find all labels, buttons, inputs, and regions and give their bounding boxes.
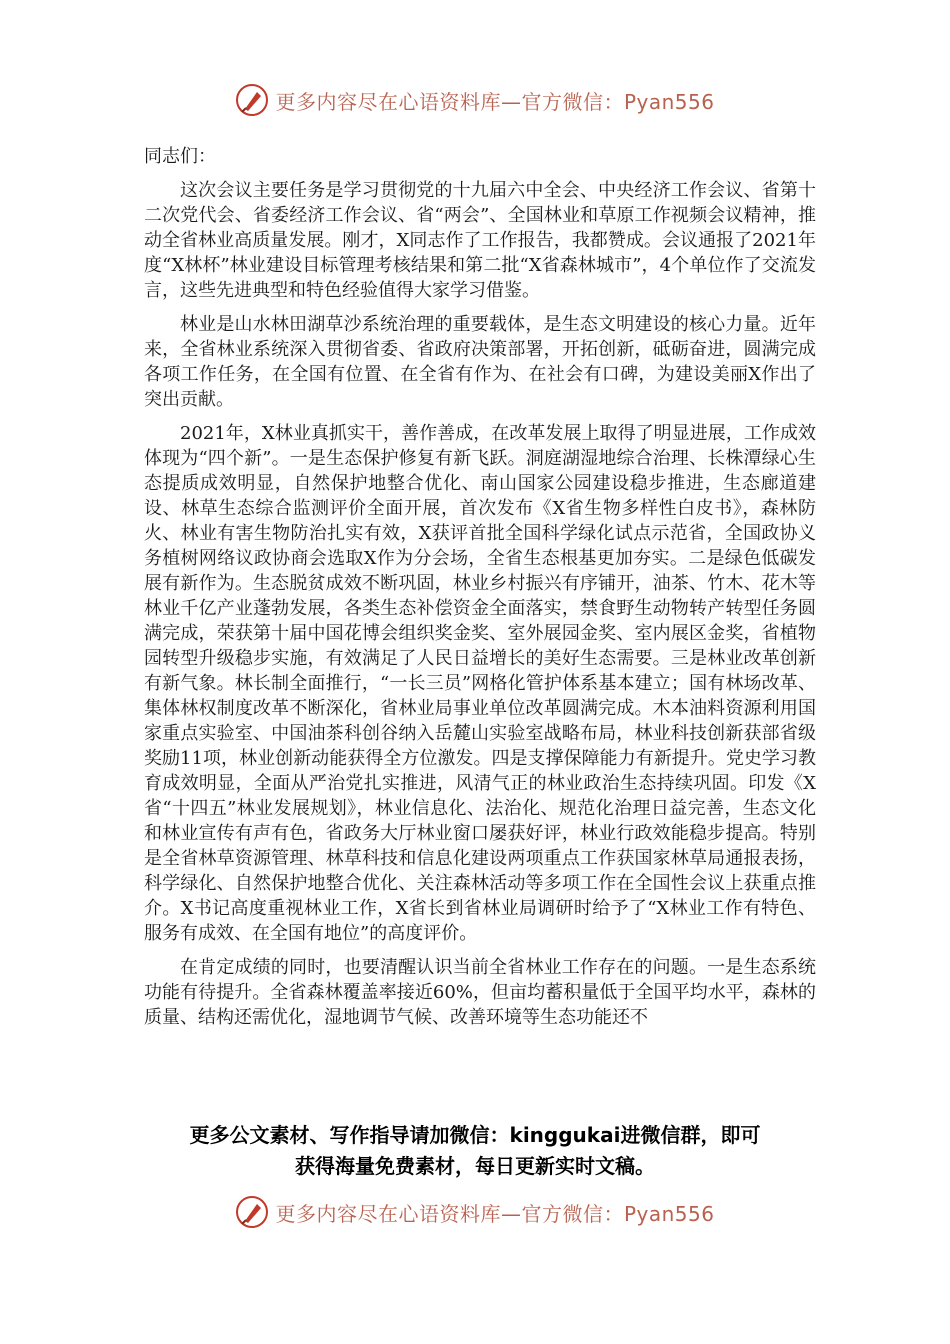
paragraph: 林业是山水林田湖草沙系统治理的重要载体，是生态文明建设的核心力量。近年来，全省林业系统深入贯彻省委、省政府决策部署，开拓创新，砥砺奋进，圆满完成各项工作任务，在全国有位置、在全省有作为、在社会有口碑，为建设美丽X作出了突出贡献。 <box>144 314 816 410</box>
banner-text: 更多内容尽在心语资料库—官方微信：Pyan556 <box>275 1201 715 1226</box>
promo-notice <box>100 1120 850 1182</box>
paragraph: 2021年，X林业真抓实干，善作善成，在改革发展上取得了明显进展，工作成效体现为“四个新”。一是生态保护修复有新飞跃。洞庭湖湿地综合治理、长株潭绿心生态提质成效明显，自然保护地整合优化、南山国家公园建设稳步推进，生态廊道建设、林草生态综合监测评价全面开展，首次发布《X省生物多样性白皮书》，森林防火、林业有害生物防治扎实有效，X获评首批全国科学绿化试点示范省，全国政协义务植树网络议政协商会选取X作为分会场，全省生态根基更加夯实。二是绿色低碳发展有新作为。生态脱贫成效不断巩固，林业乡村振兴有序铺开，油茶、竹木、花木等林业千亿产业蓬勃发展，各类生态补偿资金全面落实，禁食野生动物转产转型任务圆满完成，荣获第十届中国花博会组织奖金奖、室外展园金奖、室内展区金奖，省植物园转型升级稳步实施，有效满足了人民日益增长的美好生态需要。三是林业改革创新有新气象。林长制全面推行，“一长三员”网格化管护体系基本建立；国有林场改革、集体林权制度改革不断深化，省林业局事业单位改革圆满完成。木本油料资源利用国家重点实验室、中国油茶科创谷纳入岳麓山实验室战略布局，林业科技创新获部省级奖励11项，林业创新动能获得全方位激发。四是支撑保障能力有新提升。党史学习教育成效明显，全面从严治党扎实推进，风清气正的林业政治生态持续巩固。印发《X省“十四五”林业发展规划》，林业信息化、法治化、规范化治理日益完善，生态文化和林业宣传有声有色，省政务大厅林业窗口屡获好评，林业行政效能稳步提高。特别是全省林草资源管理、林草科技和信息化建设两项重点工作获国家林草局通报表扬，科学绿化、自然保护地整合优化、关注森林活动等多项工作在全国性会议上获重点推介。X书记高度重视林业工作，X省长到省林业局调研时给予了“X林业工作有特色、服务有成效、在全国有地位”的高度评价。 <box>144 423 816 944</box>
promo-line: 更多公文素材、写作指导请加微信：kinggukai进微信群，即可 <box>189 1123 761 1147</box>
footer-banner <box>0 1192 950 1232</box>
pen-nib-logo-icon <box>235 1195 269 1229</box>
paragraph: 在肯定成绩的同时，也要清醒认识当前全省林业工作存在的问题。一是生态系统功能有待提升。全省森林覆盖率接近60%，但亩均蓄积量低于全国平均水平，森林的质量、结构还需优化，湿地调节气候、改善环境等生态功能还不 <box>144 957 816 1028</box>
pen-nib-logo-icon <box>235 83 269 117</box>
header-banner <box>0 80 950 120</box>
paragraph: 这次会议主要任务是学习贯彻党的十九届六中全会、中央经济工作会议、省第十二次党代会、省委经济工作会议、省“两会”、全国林业和草原工作视频会议精神，推动全省林业高质量发展。刚才，X同志作了工作报告，我都赞成。会议通报了2021年度“X林杯”林业建设目标管理考核结果和第二批“X省森林城市”，4个单位作了交流发言，这些先进典型和特色经验值得大家学习借鉴。 <box>144 180 816 301</box>
banner-text: 更多内容尽在心语资料库—官方微信：Pyan556 <box>275 89 715 114</box>
greeting: 同志们： <box>144 146 216 167</box>
document-body <box>144 144 816 1039</box>
promo-line: 获得海量免费素材，每日更新实时文稿。 <box>295 1154 655 1178</box>
